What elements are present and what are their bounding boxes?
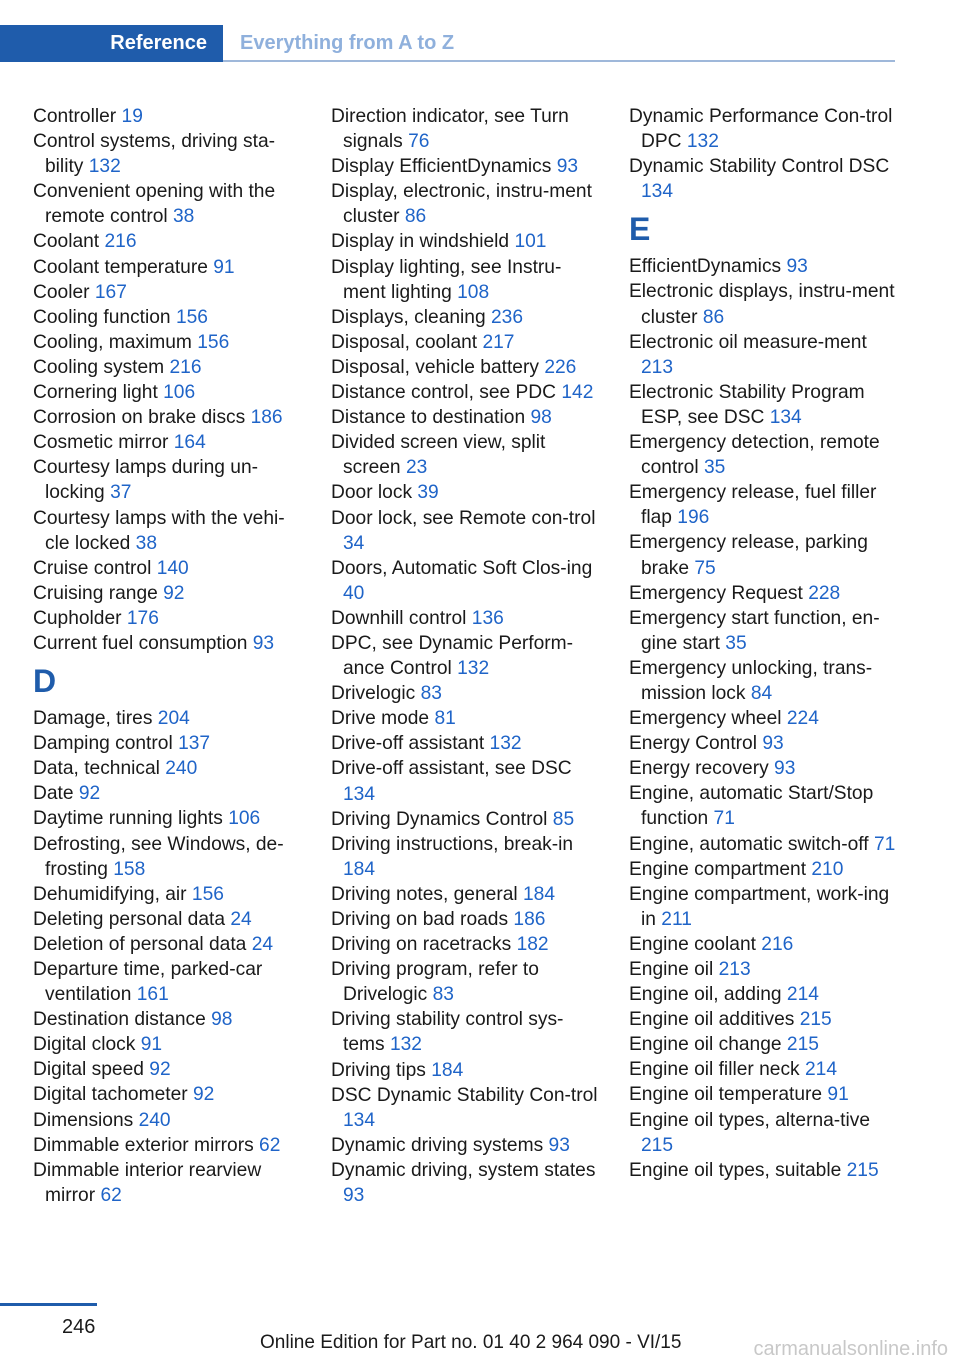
index-entry-term: Cornering light (33, 382, 158, 404)
index-entry-term: Deleting personal data (33, 908, 226, 930)
page-reference-link[interactable]: 214 (786, 984, 819, 1006)
index-letter-heading: D (33, 663, 57, 700)
index-column-1 (33, 104, 303, 1208)
page-reference-link[interactable]: 132 (457, 658, 490, 680)
index-entry (33, 1108, 303, 1133)
index-entry (33, 506, 303, 556)
index-entry-term: Door lock (331, 482, 413, 504)
index-entry (33, 305, 303, 330)
page-reference-link[interactable]: 76 (408, 131, 430, 153)
index-entry (331, 706, 601, 731)
page-reference-link[interactable]: 24 (230, 908, 252, 930)
index-entry-term: Driving tips (331, 1059, 426, 1081)
index-entry (331, 731, 601, 756)
page-reference-link[interactable]: 140 (156, 557, 189, 579)
page-reference-link[interactable]: 132 (389, 1034, 422, 1056)
page-reference-link[interactable]: 71 (713, 808, 735, 830)
index-entry (33, 832, 303, 882)
index-entry (33, 932, 303, 957)
index-entry-term: Digital tachometer (33, 1084, 188, 1106)
index-entry-term: Engine oil, adding (629, 984, 782, 1006)
page-reference-link[interactable]: 91 (140, 1034, 163, 1056)
index-entry (629, 581, 899, 606)
index-entry (33, 781, 303, 806)
page-reference-link[interactable]: 62 (100, 1184, 122, 1206)
index-entry-term: Displays, cleaning (331, 306, 486, 328)
page-reference-link[interactable]: 106 (163, 382, 196, 404)
page-reference-link[interactable]: 236 (491, 306, 524, 328)
index-entry (33, 1158, 303, 1208)
page-reference-link[interactable]: 213 (718, 959, 751, 980)
index-entry (629, 1007, 899, 1032)
index-entry (331, 882, 601, 907)
page-reference-link[interactable]: 156 (197, 331, 230, 353)
page-reference-link[interactable]: 93 (343, 1185, 365, 1207)
page-reference-link[interactable]: 136 (471, 607, 504, 629)
index-entry-term: Engine oil additives (629, 1009, 795, 1031)
index-entry (629, 781, 899, 831)
index-entry (629, 430, 899, 480)
page-reference-link[interactable]: 216 (169, 356, 202, 378)
index-entry-term: Dynamic Stability Control DSC (629, 156, 890, 178)
page-reference-link[interactable]: 93 (762, 733, 784, 755)
index-entry-term: Emergency release, fuel filler flap (629, 482, 877, 529)
page-reference-link[interactable]: 92 (192, 1084, 215, 1106)
page-reference-link[interactable]: 108 (457, 281, 490, 303)
index-entry-term: Energy Control (629, 733, 757, 755)
page-reference-link[interactable]: 182 (516, 934, 549, 956)
index-entry-term: Emergency wheel (629, 708, 782, 730)
index-entry-term: Emergency unlocking, trans-mission lock (629, 657, 873, 704)
index-entry (629, 882, 899, 932)
index-entry-term: Cruise control (33, 557, 152, 579)
index-entry-term: Courtesy lamps during un-locking (33, 457, 259, 504)
index-entry-term: Driving on bad roads (331, 909, 509, 930)
index-entry-term: Coolant (33, 231, 100, 253)
index-entry-term: Engine coolant (629, 933, 756, 955)
page-reference-link[interactable]: 62 (259, 1134, 281, 1156)
index-entry-term: Electronic Stability Program ESP, see DSC (629, 381, 865, 428)
index-entry (331, 480, 601, 505)
index-entry (331, 104, 601, 154)
page-reference-link[interactable]: 98 (530, 407, 552, 429)
watermark: carmanualsonline.info (753, 1338, 948, 1360)
index-entry (33, 631, 303, 656)
index-entry-term: Date (33, 783, 74, 805)
page-reference-link[interactable]: 216 (761, 933, 794, 955)
index-entry (629, 832, 899, 857)
index-entry-term: Display, electronic, instru-ment cluster (331, 181, 592, 228)
index-entry-term: Convenient opening with the remote control (33, 181, 276, 228)
index-entry (33, 179, 303, 229)
index-entry (33, 380, 303, 405)
index-entry-term: Electronic oil measure-ment (629, 331, 867, 353)
index-entry-term: Damping control (33, 733, 173, 755)
page-reference-link[interactable]: 34 (343, 532, 365, 554)
index-entry (33, 806, 303, 831)
page-reference-link[interactable]: 93 (556, 156, 579, 178)
page-header (0, 25, 895, 62)
index-entry-term: Drivelogic (331, 683, 416, 705)
index-column-2 (331, 104, 601, 1208)
index-entry-term: Emergency Request (629, 582, 803, 604)
index-entry (33, 405, 303, 430)
page-reference-link[interactable]: 39 (417, 482, 439, 504)
index-entry-term: Engine oil types, suitable (629, 1159, 842, 1181)
index-entry (331, 1158, 601, 1208)
index-entry-term: Distance control, see PDC (331, 382, 557, 404)
index-entry-term: Drive mode (331, 708, 430, 730)
page-reference-link[interactable]: 210 (811, 858, 844, 880)
index-entry (331, 932, 601, 957)
page-reference-link[interactable]: 71 (873, 833, 896, 855)
page-reference-link[interactable]: 134 (641, 181, 674, 203)
index-entry (331, 756, 601, 806)
index-letter-heading: E (629, 211, 651, 248)
page-reference-link[interactable]: 134 (343, 783, 376, 805)
index-entry (331, 631, 601, 681)
page-reference-link[interactable]: 83 (432, 984, 454, 1006)
index-entry-term: Digital clock (33, 1034, 136, 1056)
index-entry (33, 280, 303, 305)
index-entry-term: Destination distance (33, 1009, 206, 1031)
index-entry-term: Engine, automatic Start/Stop function (629, 783, 874, 830)
index-entry-term: Electronic displays, instru-ment cluster (629, 281, 895, 328)
index-entry-term: Dimmable interior rearview mirror (33, 1159, 262, 1206)
page-reference-link[interactable]: 161 (136, 984, 169, 1006)
page-reference-link[interactable]: 216 (104, 231, 137, 253)
index-entry-term: Engine compartment, work-ing in (629, 883, 890, 930)
index-entry-term: Engine oil temperature (629, 1084, 823, 1106)
page-reference-link[interactable]: 37 (110, 482, 132, 504)
page-reference-link[interactable]: 93 (786, 256, 808, 278)
page-reference-link[interactable]: 93 (252, 632, 275, 654)
index-entry (331, 305, 601, 330)
page-reference-link[interactable]: 81 (434, 708, 456, 730)
page-reference-link[interactable]: 40 (343, 582, 365, 604)
index-entry (331, 255, 601, 305)
page-reference-link[interactable]: 184 (431, 1059, 464, 1081)
index-entry-term: Drive-off assistant, see DSC (331, 758, 572, 780)
page-reference-link[interactable]: 137 (178, 733, 211, 755)
page-reference-link[interactable]: 167 (94, 281, 127, 303)
index-entry (33, 907, 303, 932)
index-entry-term: Daytime running lights (33, 808, 223, 830)
page-number: 246 (62, 1316, 96, 1338)
index-entry (331, 907, 601, 932)
page-reference-link[interactable]: 35 (725, 632, 747, 654)
page-reference-link[interactable]: 101 (514, 231, 547, 253)
index-entry-term: DPC, see Dynamic Perform-ance Control (331, 632, 574, 680)
index-entry (33, 129, 303, 179)
edition-note: Online Edition for Part no. 01 40 2 964 090 - VI/15 (260, 1332, 682, 1353)
index-entry (629, 756, 899, 781)
page-reference-link[interactable]: 226 (544, 356, 577, 378)
index-entry-term: Direction indicator, see Turn signals (331, 106, 569, 153)
index-entry-term: Disposal, vehicle battery (331, 356, 539, 378)
index-entry (33, 706, 303, 731)
index-entry (331, 681, 601, 706)
index-entry-term: Driving on racetracks (331, 934, 512, 956)
index-entry (629, 154, 899, 204)
page-reference-link[interactable]: 86 (404, 206, 427, 228)
index-entry (629, 1158, 899, 1183)
index-entry (33, 330, 303, 355)
index-entry (331, 355, 601, 380)
page-reference-link[interactable]: 184 (523, 883, 556, 905)
index-entry-term: Divided screen view, split screen (331, 432, 546, 479)
page-reference-link[interactable]: 156 (191, 883, 224, 905)
index-entry-term: Defrosting, see Windows, de-frosting (33, 833, 284, 880)
page-reference-link[interactable]: 217 (482, 331, 515, 353)
page-reference-link[interactable]: 215 (786, 1034, 819, 1056)
index-entry-term: Driving stability control sys-tems (331, 1009, 564, 1056)
page-reference-link[interactable]: 92 (78, 783, 101, 805)
index-entry-term: Dynamic driving systems (331, 1134, 544, 1156)
page-reference-link[interactable]: 215 (846, 1159, 879, 1181)
index-entry-term: Distance to destination (331, 407, 526, 429)
index-entry-term: Controller (33, 106, 117, 127)
index-entry (629, 1082, 899, 1107)
index-entry (629, 279, 899, 329)
index-entry (33, 756, 303, 781)
page-reference-link[interactable]: 164 (173, 432, 206, 454)
index-entry (33, 430, 303, 455)
index-entry (331, 179, 601, 229)
index-entry-term: Emergency release, parking brake (629, 532, 868, 579)
index-entry-term: Damage, tires (33, 708, 153, 730)
index-entry (33, 957, 303, 1007)
page-reference-link[interactable]: 35 (703, 457, 726, 479)
page-reference-link[interactable]: 132 (88, 156, 121, 178)
index-entry (331, 154, 601, 179)
index-entry (33, 255, 303, 280)
index-entry-term: Control systems, driving sta-bility (33, 131, 276, 178)
page-reference-link[interactable]: 186 (513, 909, 546, 930)
page-reference-link[interactable]: 134 (769, 406, 802, 428)
index-entry (331, 957, 601, 1007)
index-entry-term: Digital speed (33, 1059, 144, 1081)
index-entry (331, 380, 601, 405)
page-reference-link[interactable]: 214 (805, 1059, 838, 1081)
page-reference-link[interactable]: 186 (250, 407, 283, 429)
index-entry (33, 355, 303, 380)
index-entry-term: Energy recovery (629, 758, 769, 780)
index-entry-term: Downhill control (331, 607, 467, 629)
index-entry (331, 405, 601, 430)
page-reference-link[interactable]: 224 (786, 708, 819, 730)
page-reference-link[interactable]: 98 (211, 1009, 233, 1031)
index-entry (33, 455, 303, 505)
index-entry-term: Dimensions (33, 1109, 134, 1131)
page-reference-link[interactable]: 240 (165, 758, 198, 780)
index-entry (629, 1032, 899, 1057)
index-entry-term: Dimmable exterior mirrors (33, 1134, 254, 1156)
index-entry-term: Cupholder (33, 607, 122, 629)
index-entry-term: Coolant temperature (33, 256, 208, 278)
page-reference-link[interactable]: 83 (420, 683, 442, 705)
page-reference-link[interactable]: 91 (827, 1084, 849, 1106)
index-entry (629, 706, 899, 731)
index-entry (33, 229, 303, 254)
page-reference-link[interactable]: 86 (702, 306, 725, 328)
index-entry-term: Drive-off assistant (331, 733, 485, 755)
page-reference-link[interactable]: 24 (251, 933, 274, 955)
page-reference-link[interactable]: 75 (694, 557, 716, 579)
page-reference-link[interactable]: 84 (750, 682, 773, 704)
index-entry (629, 380, 899, 430)
index-entry-term: Door lock, see Remote con-trol (331, 507, 596, 529)
index-entry (629, 254, 899, 279)
page-reference-link[interactable]: 91 (213, 256, 235, 278)
index-entry-term: Engine oil types, alterna-tive (629, 1109, 871, 1131)
index-entry (331, 1007, 601, 1057)
page-reference-link[interactable]: 158 (113, 858, 146, 880)
index-entry (629, 480, 899, 530)
index-entry-term: Engine, automatic switch-off (629, 833, 869, 855)
index-entry-term: Driving notes, general (331, 883, 518, 905)
index-entry-term: Emergency detection, remote control (629, 432, 880, 479)
page-reference-link[interactable]: 38 (135, 532, 158, 554)
section-title-a-to-z: Everything from A to Z (240, 32, 455, 54)
page-reference-link[interactable]: 38 (172, 206, 195, 228)
page-reference-link[interactable]: 134 (343, 1109, 376, 1131)
index-entry (629, 1057, 899, 1082)
index-entry-term: Doors, Automatic Soft Clos-ing (331, 557, 593, 579)
index-entry (629, 104, 899, 154)
index-entry (629, 656, 899, 706)
page-reference-link[interactable]: 204 (157, 708, 190, 730)
index-entry (331, 1083, 601, 1133)
index-entry-term: EfficientDynamics (629, 256, 782, 278)
page-reference-link[interactable]: 19 (121, 106, 143, 127)
index-entry (33, 104, 303, 129)
index-entry (33, 1133, 303, 1158)
index-entry (331, 330, 601, 355)
page-reference-link[interactable]: 211 (661, 908, 692, 930)
page-reference-link[interactable]: 85 (552, 808, 575, 830)
page-reference-link[interactable]: 92 (149, 1059, 171, 1081)
page-reference-link[interactable]: 92 (163, 582, 185, 604)
index-entry (33, 581, 303, 606)
index-entry-term: Engine oil filler neck (629, 1059, 800, 1081)
index-entry (331, 506, 601, 556)
index-entry-term: Display lighting, see Instru-ment lighting (331, 256, 562, 303)
index-entry (629, 330, 899, 380)
index-entry (33, 606, 303, 631)
page-reference-link[interactable]: 23 (405, 457, 428, 479)
index-entry-term: Dynamic driving, system states (331, 1159, 596, 1181)
index-entry (629, 731, 899, 756)
page-reference-link[interactable]: 142 (561, 382, 594, 404)
index-entry (629, 1108, 899, 1158)
index-entry-term: Cosmetic mirror (33, 432, 169, 454)
index-entry (331, 832, 601, 882)
index-entry-term: Dehumidifying, air (33, 883, 187, 905)
index-entry-term: Display in windshield (331, 231, 510, 253)
index-entry (331, 1133, 601, 1158)
index-entry (629, 530, 899, 580)
index-entry (33, 882, 303, 907)
index-entry (33, 556, 303, 581)
index-entry-term: Driving program, refer to Drivelogic (331, 959, 539, 1006)
page-reference-link[interactable]: 176 (126, 607, 159, 629)
index-entry-term: Cooling, maximum (33, 331, 192, 353)
page-reference-link[interactable]: 156 (175, 306, 208, 328)
index-entry (33, 1082, 303, 1107)
page-reference-link[interactable]: 215 (641, 1134, 674, 1156)
index-entry (33, 1032, 303, 1057)
page-reference-link[interactable]: 215 (799, 1009, 832, 1031)
index-entry (331, 606, 601, 631)
page-reference-link[interactable]: 240 (138, 1109, 171, 1131)
index-entry-term: DSC Dynamic Stability Con-trol (331, 1084, 598, 1106)
index-entry-term: Driving Dynamics Control (331, 808, 548, 830)
index-entry-term: Data, technical (33, 758, 160, 780)
index-entry (33, 1057, 303, 1082)
index-entry (331, 229, 601, 254)
index-entry (33, 1007, 303, 1032)
index-column-3 (629, 104, 899, 1183)
page-reference-link[interactable]: 184 (343, 858, 376, 880)
index-entry-term: Disposal, coolant (331, 331, 478, 353)
index-entry (629, 957, 899, 982)
index-entry-term: Cooler (33, 281, 90, 303)
index-entry (331, 556, 601, 606)
index-entry (331, 430, 601, 480)
index-entry-term: Cruising range (33, 582, 158, 604)
index-entry-term: Driving instructions, break-in (331, 833, 574, 855)
page-reference-link[interactable]: 132 (489, 733, 522, 755)
index-entry-term: Engine oil change (629, 1034, 782, 1056)
section-tab-reference: Reference (0, 25, 223, 62)
index-entry-term: Current fuel consumption (33, 632, 248, 654)
index-entry (629, 982, 899, 1007)
index-entry-term: Emergency start function, en-gine start (629, 607, 880, 654)
index-entry (331, 1058, 601, 1083)
index-entry-term: Engine compartment (629, 858, 807, 880)
index-entry (331, 807, 601, 832)
page-reference-link[interactable]: 106 (228, 808, 261, 830)
page-reference-link[interactable]: 93 (548, 1134, 570, 1156)
page-reference-link[interactable]: 228 (808, 582, 841, 604)
page-reference-link[interactable]: 93 (774, 758, 796, 780)
page-reference-link[interactable]: 132 (686, 131, 719, 153)
index-entry-term: Engine oil (629, 959, 714, 980)
page-reference-link[interactable]: 196 (677, 507, 710, 529)
index-entry (33, 731, 303, 756)
index-entry-term: Dynamic Performance Con-trol DPC (629, 106, 893, 153)
index-entry-term: Cooling function (33, 306, 171, 328)
footer-rule (0, 1303, 97, 1306)
index-entry-term: Display EfficientDynamics (331, 156, 552, 178)
index-entry (629, 606, 899, 656)
index-entry-term: Courtesy lamps with the vehi-cle locked (33, 507, 285, 554)
index-entry-term: Cooling system (33, 356, 165, 378)
index-entry (629, 857, 899, 882)
page-reference-link[interactable]: 213 (641, 356, 674, 378)
index-entry-term: Corrosion on brake discs (33, 407, 246, 429)
index-entry-term: Departure time, parked-car ventilation (33, 959, 263, 1006)
index-entry (629, 932, 899, 957)
index-entry-term: Deletion of personal data (33, 933, 247, 955)
